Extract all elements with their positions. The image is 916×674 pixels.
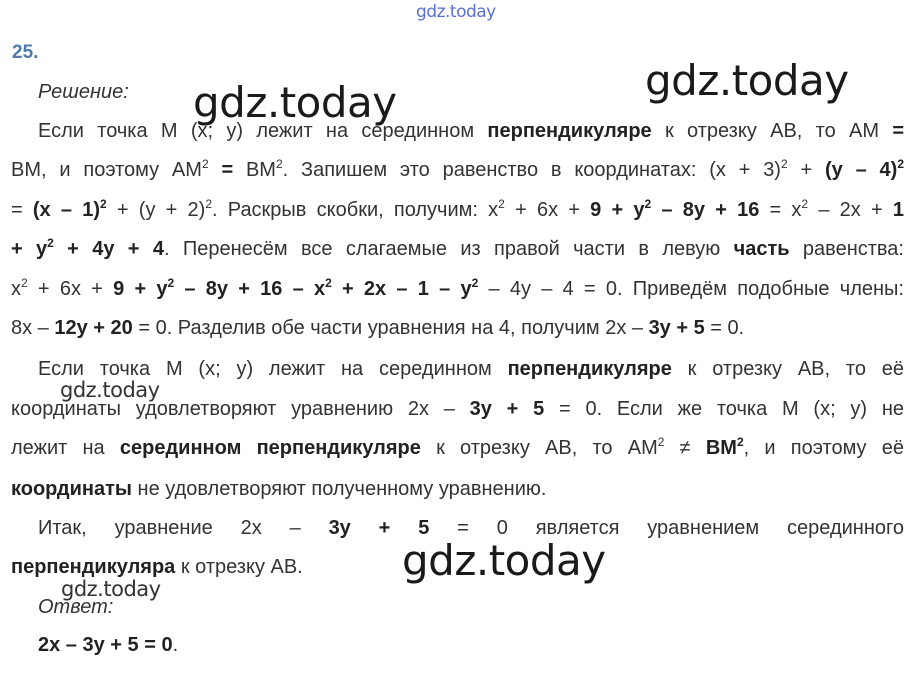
watermark-large-bottom: gdz.today — [402, 536, 606, 585]
text-line-2: ВМ, и поэтому $АМ^2 = ВМ^2$. Запишем это равенство в координатах: $(x + 3)^2 + (y - 4)^2$ — [11, 157, 904, 181]
text-line-9: лежит на серединном перпендикуляре к отрезку АВ, то $АМ^2 \ne ВМ^2$, и поэтому её — [11, 435, 905, 459]
watermark-top: gdz.today — [416, 2, 496, 22]
watermark-large-left: gdz.today — [193, 78, 397, 127]
watermark-small-bottom: gdz.today — [61, 577, 161, 601]
text-line-8: координаты удовлетворяют уравнению 2x – 3y + 5 = 0. Если же точка М (x; y) не — [11, 398, 904, 420]
text-line-7: Если точка М (x; y) лежит на серединном перпендикуляре к отрезку АВ, то её — [38, 358, 905, 380]
text-line-6: 8x – 12y + 20 = 0. Разделив обе части уравнения на 4, получим 2x – 3y + 5 = 0. — [11, 317, 745, 339]
text-line-10: координаты не удовлетворяют полученному уравнению. — [11, 478, 547, 500]
text-line-4: + $y^2 + 4y + 4$. Перенесём все слагаемые из правой части в левую часть равенства: — [11, 236, 904, 260]
text-line-12: перпендикуляра к отрезку АВ. — [11, 556, 303, 578]
answer-label: Ответ: — [38, 596, 114, 618]
text-line-3: = $(x - 1)^2 + (y + 2)^2$. Раскрыв скобки, получим: $x^2 + 6x + 9 + y^2 - 8y + 16 = x^2 - 2x + 1$ — [11, 197, 904, 221]
text-line-5: $x^2 + 6x + 9 + y^2 - 8y + 16 - x^2 + 2x - 1 - y^2 - 4y - 4 = 0$. Приведём подобные члены: — [11, 276, 904, 300]
watermark-small-middle: gdz.today — [60, 378, 160, 402]
task-number: 25. — [12, 42, 39, 63]
text-line-11: Итак, уравнение 2x – 3y + 5 = 0 является уравнением серединного — [38, 517, 904, 539]
solution-label: Решение: — [38, 81, 129, 103]
text-line-1: Если точка М (x; y) лежит на серединном перпендикуляре к отрезку АВ, то АМ = — [38, 120, 904, 142]
watermark-large-right: gdz.today — [645, 56, 849, 105]
answer-value: 2x – 3y + 5 = 0. — [38, 634, 179, 656]
